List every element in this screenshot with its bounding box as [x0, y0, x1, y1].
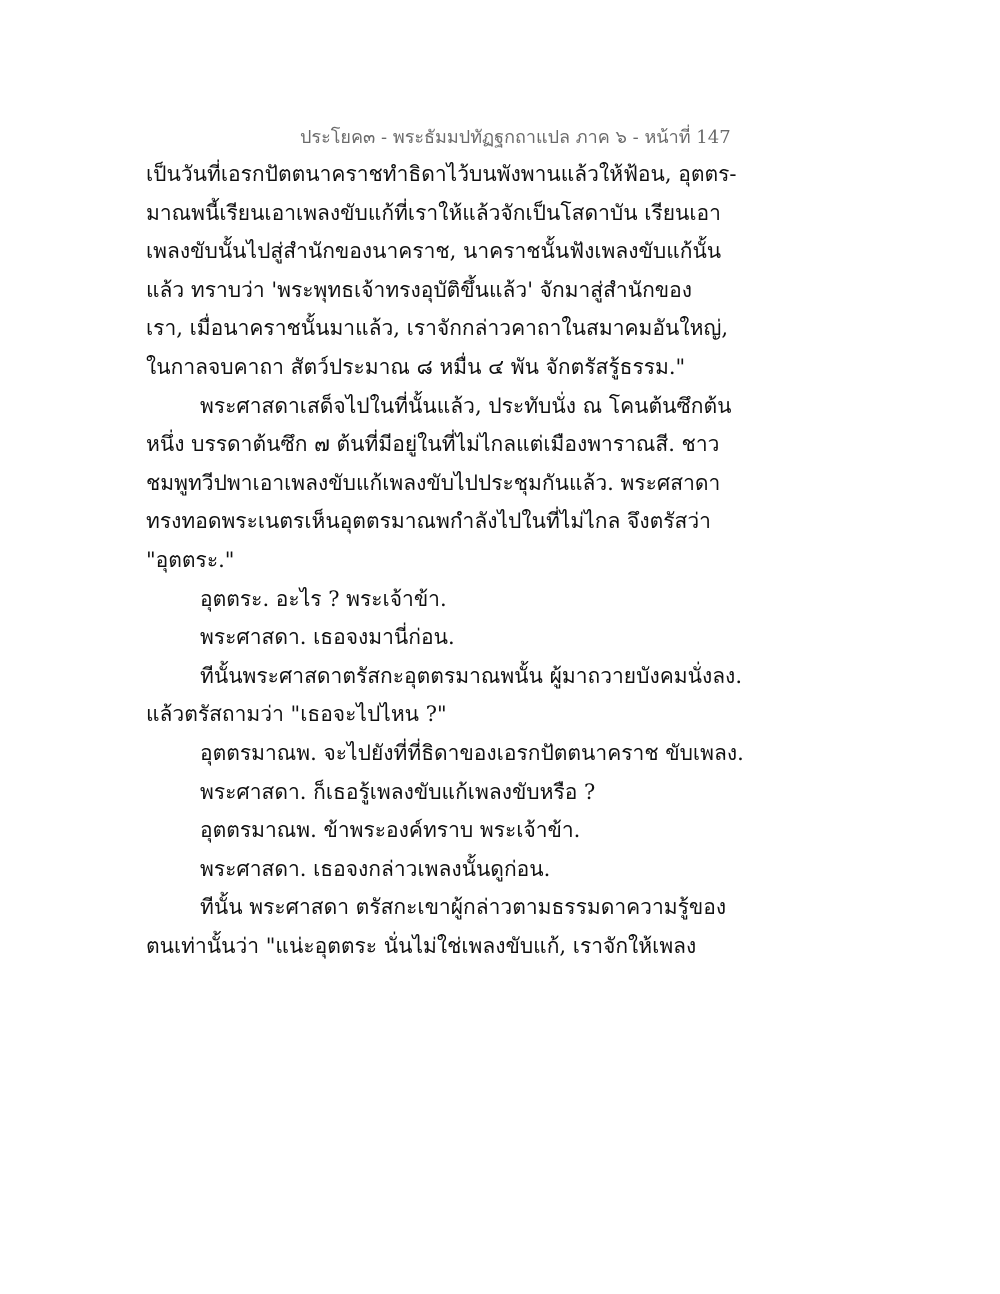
text-line: พระศาสดา. เธอจงมานี่ก่อน. [200, 625, 455, 650]
text-line: หนึ่ง บรรดาต้นซึก ๗ ต้นที่มีอยู่ในที่ไม่ไกลแต่เมืองพาราณสี. ชาว [146, 432, 720, 457]
text-line: ทรงทอดพระเนตรเห็นอุตตรมาณพกำลังไปในที่ไม่ไกล จึงตรัสว่า [146, 509, 711, 534]
text-line: ชมพูทวีปพาเอาเพลงขับแก้เพลงขับไปประชุมกันแล้ว. พระศสาดา [146, 470, 721, 495]
text-line: มาณพนี้เรียนเอาเพลงขับแก้ที่เราให้แล้วจักเป็นโสดาบัน เรียนเอา [146, 200, 721, 225]
text-line: อุตตระ. อะไร ? พระเจ้าข้า. [200, 586, 447, 611]
page-header: ประโยค๓ - พระธัมมปทัฏฐกถาแปล ภาค ๖ - หน้าที่ 147 [300, 127, 731, 148]
text-line: เพลงขับนั้นไปสู่สำนักของนาคราช, นาคราชนั้นฟังเพลงขับแก้นั้น [146, 239, 722, 264]
text-line: ทีนั้น พระศาสดา ตรัสกะเขาผู้กล่าวตามธรรมดาความรู้ของ [200, 895, 727, 920]
text-line: เป็นวันที่เอรกปัตตนาคราชทำธิดาไว้บนพังพานแล้วให้ฟ้อน, อุตตร- [146, 162, 737, 186]
text-line: ในกาลจบคาถา สัตว์ประมาณ ๘ หมื่น ๔ พัน จักตรัสรู้ธรรม." [146, 354, 686, 379]
text-line: ทีนั้นพระศาสดาตรัสกะอุตตรมาณพนั้น ผู้มาถวายบังคมนั่งลง. [200, 663, 742, 688]
text-line: อุตตรมาณพ. จะไปยังที่ที่ธิดาของเอรกปัตตนาคราช ขับเพลง. [200, 740, 744, 765]
text-line: แล้วตรัสถามว่า "เธอจะไปไหน ?" [146, 702, 447, 727]
text-line: พระศาสดา. ก็เธอรู้เพลงขับแก้เพลงขับหรือ ? [200, 779, 596, 804]
text-line: "อุตตระ." [146, 547, 235, 572]
text-line: พระศาสดาเสด็จไปในที่นั้นแล้ว, ประทับนั่ง ณ โคนต้นซึกต้น [200, 393, 732, 418]
body-text [146, 155, 744, 965]
text-line: พระศาสดา. เธอจงกล่าวเพลงนั้นดูก่อน. [200, 856, 551, 881]
text-line: เรา, เมื่อนาคราชนั้นมาแล้ว, เราจักกล่าวคาถาในสมาคมอันใหญ่, [146, 316, 729, 341]
text-line: ตนเท่านั้นว่า "แน่ะอุตตระ นั่นไม่ใช่เพลงขับแก้, เราจักให้เพลง [146, 933, 697, 958]
text-line: อุตตรมาณพ. ข้าพระองค์ทราบ พระเจ้าข้า. [200, 818, 581, 843]
text-line: แล้ว ทราบว่า 'พระพุทธเจ้าทรงอุบัติขึ้นแล้ว' จักมาสู่สำนักของ [146, 277, 693, 302]
